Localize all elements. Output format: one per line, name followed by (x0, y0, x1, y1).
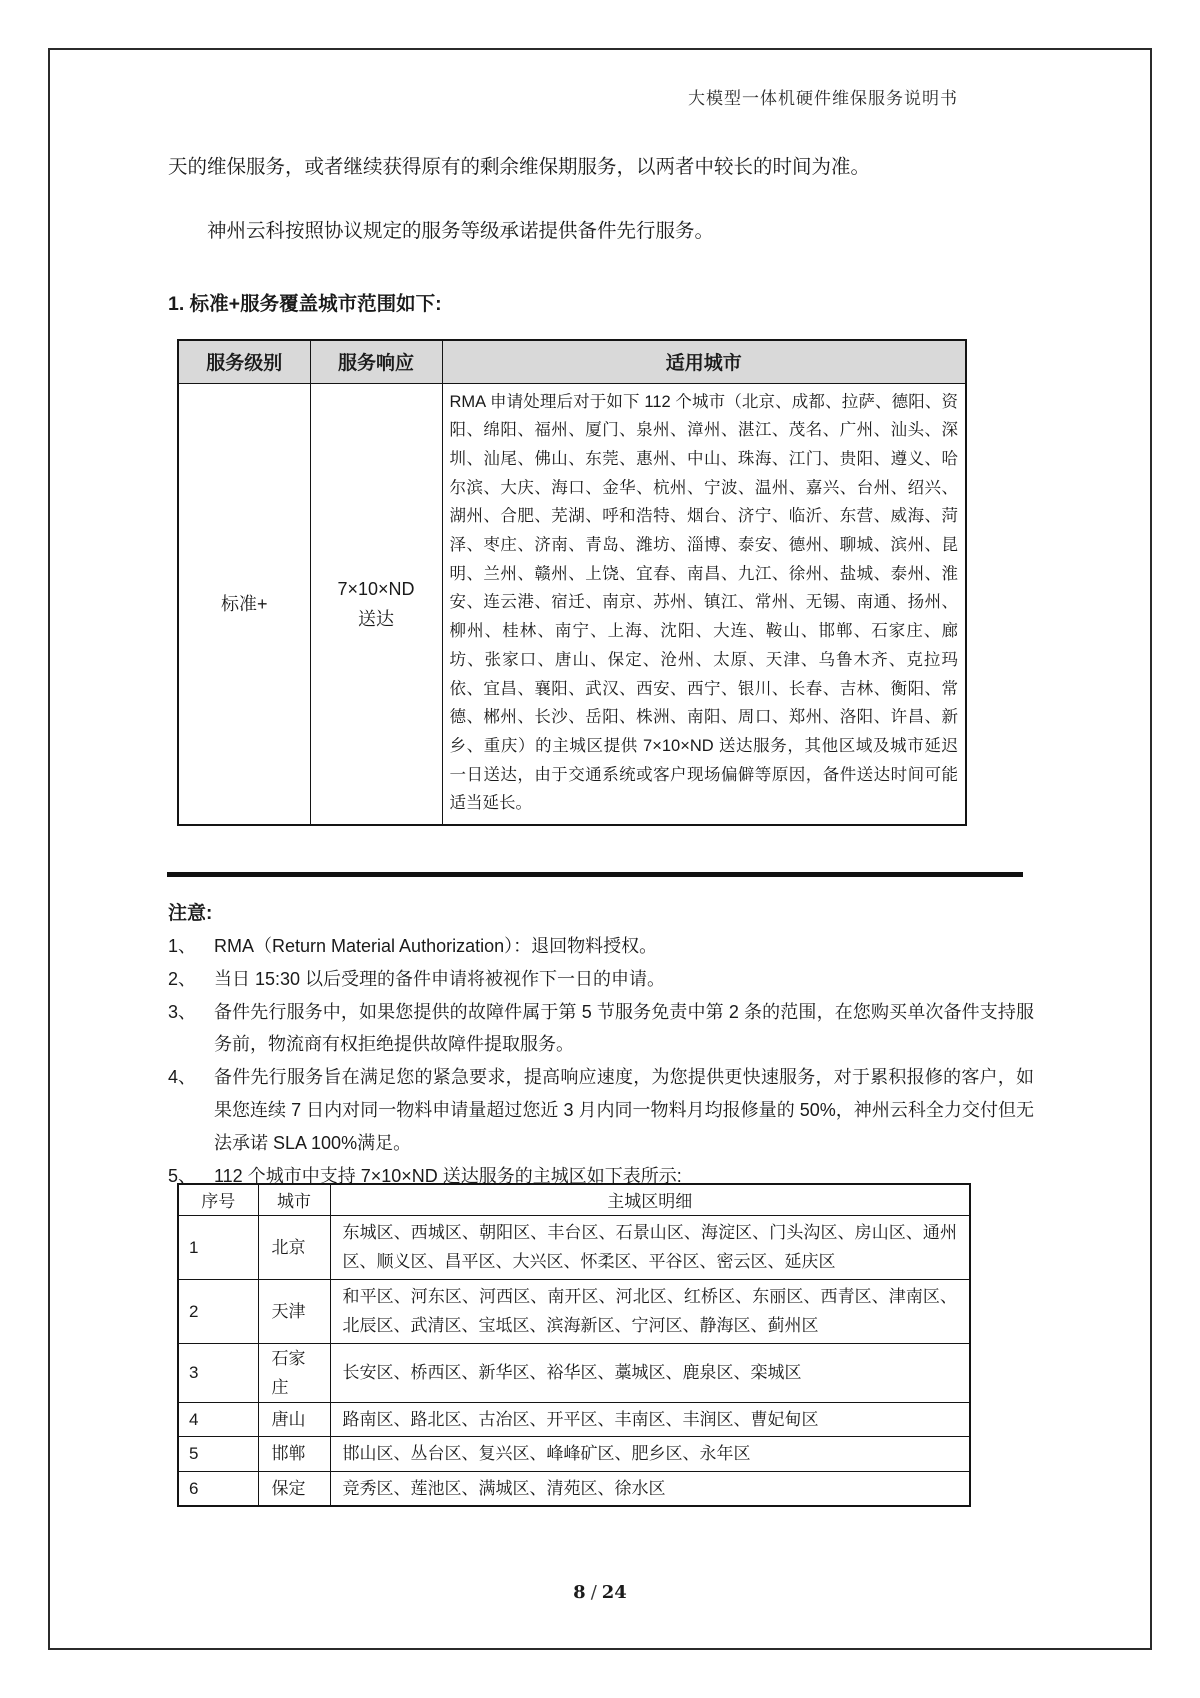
note-number: 3、 (168, 1001, 197, 1022)
note-text: 备件先行服务中，如果您提供的故障件属于第 5 节服务免责中第 2 条的范围，在您购买单次备件支持服务前，物流商有权拒绝提供故障件提取服务。 (214, 1001, 1034, 1055)
row-city: 邯郸 (258, 1437, 330, 1472)
row-districts: 长安区、桥西区、新华区、裕华区、藁城区、鹿泉区、栾城区 (330, 1343, 970, 1402)
note-text: RMA（Return Material Authorization）：退回物料授权。 (214, 936, 658, 956)
service-table-header-response: 服务响应 (310, 340, 442, 383)
district-table-header-no: 序号 (178, 1184, 258, 1215)
table-row (178, 1343, 970, 1402)
table-row (178, 1471, 970, 1506)
table-row (178, 1437, 970, 1472)
row-districts: 邯山区、丛台区、复兴区、峰峰矿区、肥乡区、永年区 (330, 1437, 970, 1472)
notice-label: 注意: (168, 903, 213, 924)
note-item-4 (168, 1061, 1034, 1159)
row-city: 唐山 (258, 1402, 330, 1437)
row-no: 3 (178, 1343, 258, 1402)
note-text: 112 个城市中支持 7×10×ND 送达服务的主城区如下表所示: (214, 1165, 682, 1186)
note-text: 备件先行服务旨在满足您的紧急要求，提高响应速度，为您提供更快速服务，对于累积报修的客户，如果您连续 7 日内对同一物料申请量超过您近 3 月内同一物料月均报修量的 50%，神州云科全力交付但无法承诺 SLA 100%满足。 (214, 1067, 1034, 1153)
note-number: 4、 (168, 1067, 197, 1088)
note-item-3 (168, 996, 1034, 1062)
district-table (177, 1183, 971, 1507)
body-paragraph-1: 天的维保服务，或者继续获得原有的剩余维保期服务，以两者中较长的时间为准。 (168, 156, 871, 178)
note-number: 1、 (168, 936, 197, 956)
service-table-header-cities: 适用城市 (442, 340, 966, 383)
row-no: 4 (178, 1402, 258, 1437)
row-districts: 东城区、西城区、朝阳区、丰台区、石景山区、海淀区、门头沟区、房山区、通州区、顺义区、昌平区、大兴区、怀柔区、平谷区、密云区、延庆区 (330, 1215, 970, 1279)
service-table-header-row (178, 340, 966, 383)
note-number: 5、 (168, 1165, 197, 1186)
service-table-header-level: 服务级别 (178, 340, 310, 383)
row-city: 石家庄 (258, 1343, 330, 1402)
body-paragraph-2: 神州云科按照协议规定的服务等级承诺提供备件先行服务。 (207, 220, 715, 242)
note-item-1 (168, 930, 1034, 963)
service-response-line1: 7×10×ND (337, 578, 415, 599)
service-response-line2: 送达 (358, 608, 394, 629)
page-number-total: 24 (601, 1582, 627, 1603)
note-item-2 (168, 963, 1034, 996)
row-no: 6 (178, 1471, 258, 1506)
section-divider-rule (167, 872, 1023, 877)
table-row (178, 1279, 970, 1343)
district-table-header-row (178, 1184, 970, 1215)
notes-list (168, 930, 1034, 1192)
service-response-cell (310, 383, 442, 825)
row-city: 天津 (258, 1279, 330, 1343)
note-number: 2、 (168, 968, 197, 989)
row-city: 保定 (258, 1471, 330, 1506)
service-coverage-table (177, 339, 967, 826)
row-no: 2 (178, 1279, 258, 1343)
applicable-cities-cell: RMA 申请处理后对于如下 112 个城市（北京、成都、拉萨、德阳、资阳、绵阳、福州、厦门、泉州、漳州、湛江、茂名、广州、汕头、深圳、汕尾、佛山、东莞、惠州、中山、珠海、江门、贵阳、遵义、哈尔滨、大庆、海口、金华、杭州、宁波、温州、嘉兴、台州、绍兴、湖州、合肥、芜湖、呼和浩特、烟台、济宁、临沂、东营、威海、菏泽、枣庄、济南、青岛、潍坊、淄博、泰安、德州、聊城、滨州、昆明、兰州、赣州、上饶、宜春、南昌、九江、徐州、盐城、泰州、淮安、连云港、宿迁、南京、苏州、镇江、常州、无锡、南通、扬州、柳州、桂林、南宁、上海、沈阳、大连、鞍山、邯郸、石家庄、廊坊、张家口、唐山、保定、沧州、太原、天津、乌鲁木齐、克拉玛依、宜昌、襄阳、武汉、西安、西宁、银川、长春、吉林、衡阳、常德、郴州、长沙、岳阳、株洲、南阳、周口、郑州、洛阳、许昌、新乡、重庆）的主城区提供 7×10×ND 送达服务，其他区域及城市延迟一日送达，由于交通系统或客户现场偏僻等原因，备件送达时间可能适当延长。 (442, 383, 966, 825)
section-heading: 1. 标准+服务覆盖城市范围如下: (168, 293, 442, 315)
row-no: 1 (178, 1215, 258, 1279)
district-table-header-city: 城市 (258, 1184, 330, 1215)
service-level-cell: 标准+ (178, 383, 310, 825)
district-table-header-detail: 主城区明细 (330, 1184, 970, 1215)
row-no: 5 (178, 1437, 258, 1472)
row-city: 北京 (258, 1215, 330, 1279)
page-number (0, 1582, 1200, 1603)
page-number-current: 8 (573, 1582, 586, 1603)
page-number-separator: / (590, 1582, 597, 1603)
table-row (178, 1215, 970, 1279)
row-districts: 竞秀区、莲池区、满城区、清苑区、徐水区 (330, 1471, 970, 1506)
row-districts: 和平区、河东区、河西区、南开区、河北区、红桥区、东丽区、西青区、津南区、北辰区、武清区、宝坻区、滨海新区、宁河区、静海区、蓟州区 (330, 1279, 970, 1343)
service-table-row (178, 383, 966, 825)
table-row (178, 1402, 970, 1437)
page-header-title: 大模型一体机硬件维保服务说明书 (688, 89, 958, 109)
note-text: 当日 15:30 以后受理的备件申请将被视作下一日的申请。 (214, 968, 666, 989)
row-districts: 路南区、路北区、古冶区、开平区、丰南区、丰润区、曹妃甸区 (330, 1402, 970, 1437)
